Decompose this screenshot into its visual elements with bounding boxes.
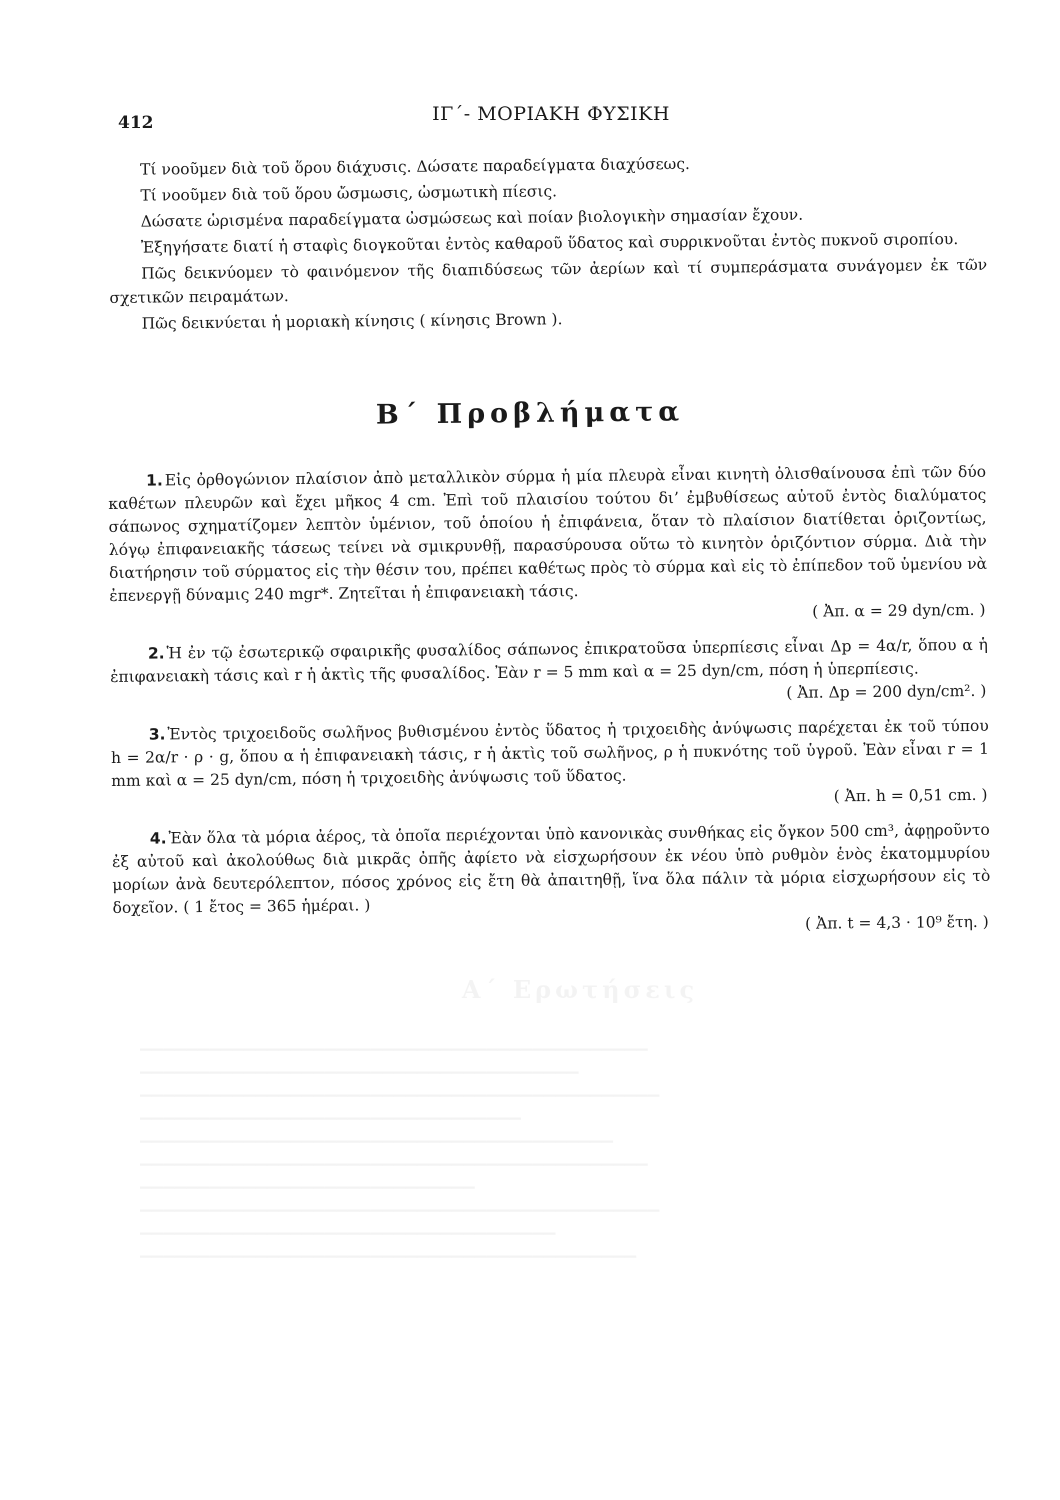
problem-answer: ( Ἀπ. α = 29 dyn/cm. )	[812, 600, 986, 621]
problem-item	[110, 634, 989, 712]
problem-number: 1.	[146, 471, 163, 490]
question-item: Τί νοοῦμεν διὰ τοῦ ὅρου ὤσμωσις, ὠσμωτικὴ πίεσις.	[140, 182, 558, 205]
problem-item	[111, 715, 990, 816]
question-item: Πῶς δεικνύομεν τὸ φαινόμενον τῆς διαπιδύσεως τῶν ἀερίων καὶ τί συμπεράσματα συνάγομεν ἐκ τῶν σχετικῶν πειραμάτων.	[109, 255, 988, 307]
question-item: Τί νοοῦμεν διὰ τοῦ ὅρου διάχυσις. Δώσατε παραδείγματα διαχύσεως.	[140, 154, 690, 179]
question-item: Δώσατε ὡρισμένα παραδείγματα ὠσμώσεως καὶ ποίαν βιολογικὴν σημασίαν ἔχουν.	[140, 205, 804, 231]
problems-list	[108, 461, 991, 955]
problem-number: 3.	[148, 725, 166, 744]
page-header	[118, 103, 984, 135]
question-item: Ἐξηγήσατε διατί ἡ σταφὶς διογκοῦται ἐντὸς καθαροῦ ὕδατος καὶ συρρικνοῦται ἐντὸς πυκνοῦ σιροπίου.	[140, 230, 959, 257]
problem-text: Εἰς ὀρθογώνιον πλαίσιον ἀπὸ μεταλλικὸν σύρμα ἡ μία πλευρὰ εἶναι κινητὴ ὀλισθαίνουσα ἐπὶ τῶν δύο καθέτων πλευρῶν καὶ ἔχει μῆκος 4 cm. Ἐπὶ τοῦ πλαισίου τούτου δι’ ἐμβυθίσεως αὐτοῦ ἐντὸς διαλύματος σάπωνος σχηματίζομεν λεπτὸν ὑμένιον, τοῦ ὁποίου ἡ ἐπιφάνεια, ὅταν τὸ πλαίσιον διατίθεται ὁριζοντίως, λόγῳ ἐπιφανειακῆς τάσεως τείνει νὰ σμικρυνθῇ, παρασύρουσα οὕτω τὸ κινητὸν ὁριζόντιον σύρμα. Διὰ τὴν διατήρησιν τοῦ σύρματος εἰς τὴν θέσιν του, πρέπει καθέτως πρὸς τὸ σύρμα καὶ εἰς τὸ ἐπίπεδον τοῦ ὑμενίου νὰ ἐπενεργῇ δύναμις 240 mgr*. Ζητεῖται ἡ ἐπιφανειακὴ τάσις.	[108, 462, 988, 605]
section-title: Β΄ Προβλήματα	[375, 396, 685, 431]
review-questions	[108, 149, 988, 338]
problem-text: Ἐὰν ὅλα τὰ μόρια ἀέρος, τὰ ὁποῖα περιέχονται ὑπὸ κανονικὰς συνθήκας εἰς ὄγκον 500 cm³, ἀφῃροῦντο ἐξ αὐτοῦ καὶ ἀκολούθως διὰ μικρᾶς ὀπῆς ἀφίετο νὰ εἰσχωρήσουν ἐκ νέου ὑπὸ ρυθμὸν ἑνὸς ἑκατομμυρίου μορίων ἀνὰ δευτερόλεπτον, πόσος χρόνος εἰς ἔτη θὰ ἀπαιτηθῇ, ἵνα ὅλα πάλιν τὰ μόρια εἰσχωρήσουν εἰς τὸ δοχεῖον. ( 1 ἔτος = 365 ἡμέραι. )	[112, 820, 991, 917]
problem-answer: ( Ἀπ. t = 4,3 · 10⁹ ἔτη. )	[805, 912, 989, 933]
problem-item	[112, 819, 991, 943]
problem-number: 4.	[149, 829, 167, 848]
page-number: 412	[118, 113, 154, 133]
question-item: Πῶς δεικνύεται ἡ μοριακὴ κίνησις ( κίνησις Brown ).	[141, 310, 563, 333]
problem-number: 2.	[147, 644, 165, 663]
problem-text: Ἡ ἐν τῷ ἐσωτερικῷ σφαιρικῆς φυσαλίδος σάπωνος ἐπικρατοῦσα ὑπερπίεσις εἶναι Δp = 4α/r, ὅπου α ἡ ἐπιφανειακὴ τάσις καὶ r ἡ ἀκτὶς τῆς φυσαλίδος. Ἐὰν r = 5 mm καὶ α = 25 dyn/cm, πόση ἡ ὑπερπίεσις.	[110, 635, 988, 686]
problem-text: Ἐντὸς τριχοειδοῦς σωλῆνος βυθισμένου ἐντὸς ὕδατος ἡ τριχοειδὴς ἀνύψωσις παρέχεται ἐκ τοῦ τύπου h = 2α/r · ρ · g, ὅπου α ἡ ἐπιφανειακὴ τάσις, r ἡ ἀκτὶς τοῦ σωλῆνος, ρ ἡ πυκνότης τοῦ ὑγροῦ. Ἐὰν εἶναι r = 1 mm καὶ α = 25 dyn/cm, πόση ἡ τριχοειδὴς ἀνύψωσις τοῦ ὕδατος.	[110, 716, 990, 790]
show-through-texture	[140, 960, 1020, 1460]
problem-item	[108, 461, 988, 631]
problem-answer: ( Ἀπ. h = 0,51 cm. )	[833, 785, 988, 806]
problem-answer: ( Ἀπ. Δp = 200 dyn/cm². )	[786, 681, 987, 702]
running-title: ΙΓ΄- ΜΟΡΙΑΚΗ ΦΥΣΙΚΗ	[432, 103, 670, 125]
